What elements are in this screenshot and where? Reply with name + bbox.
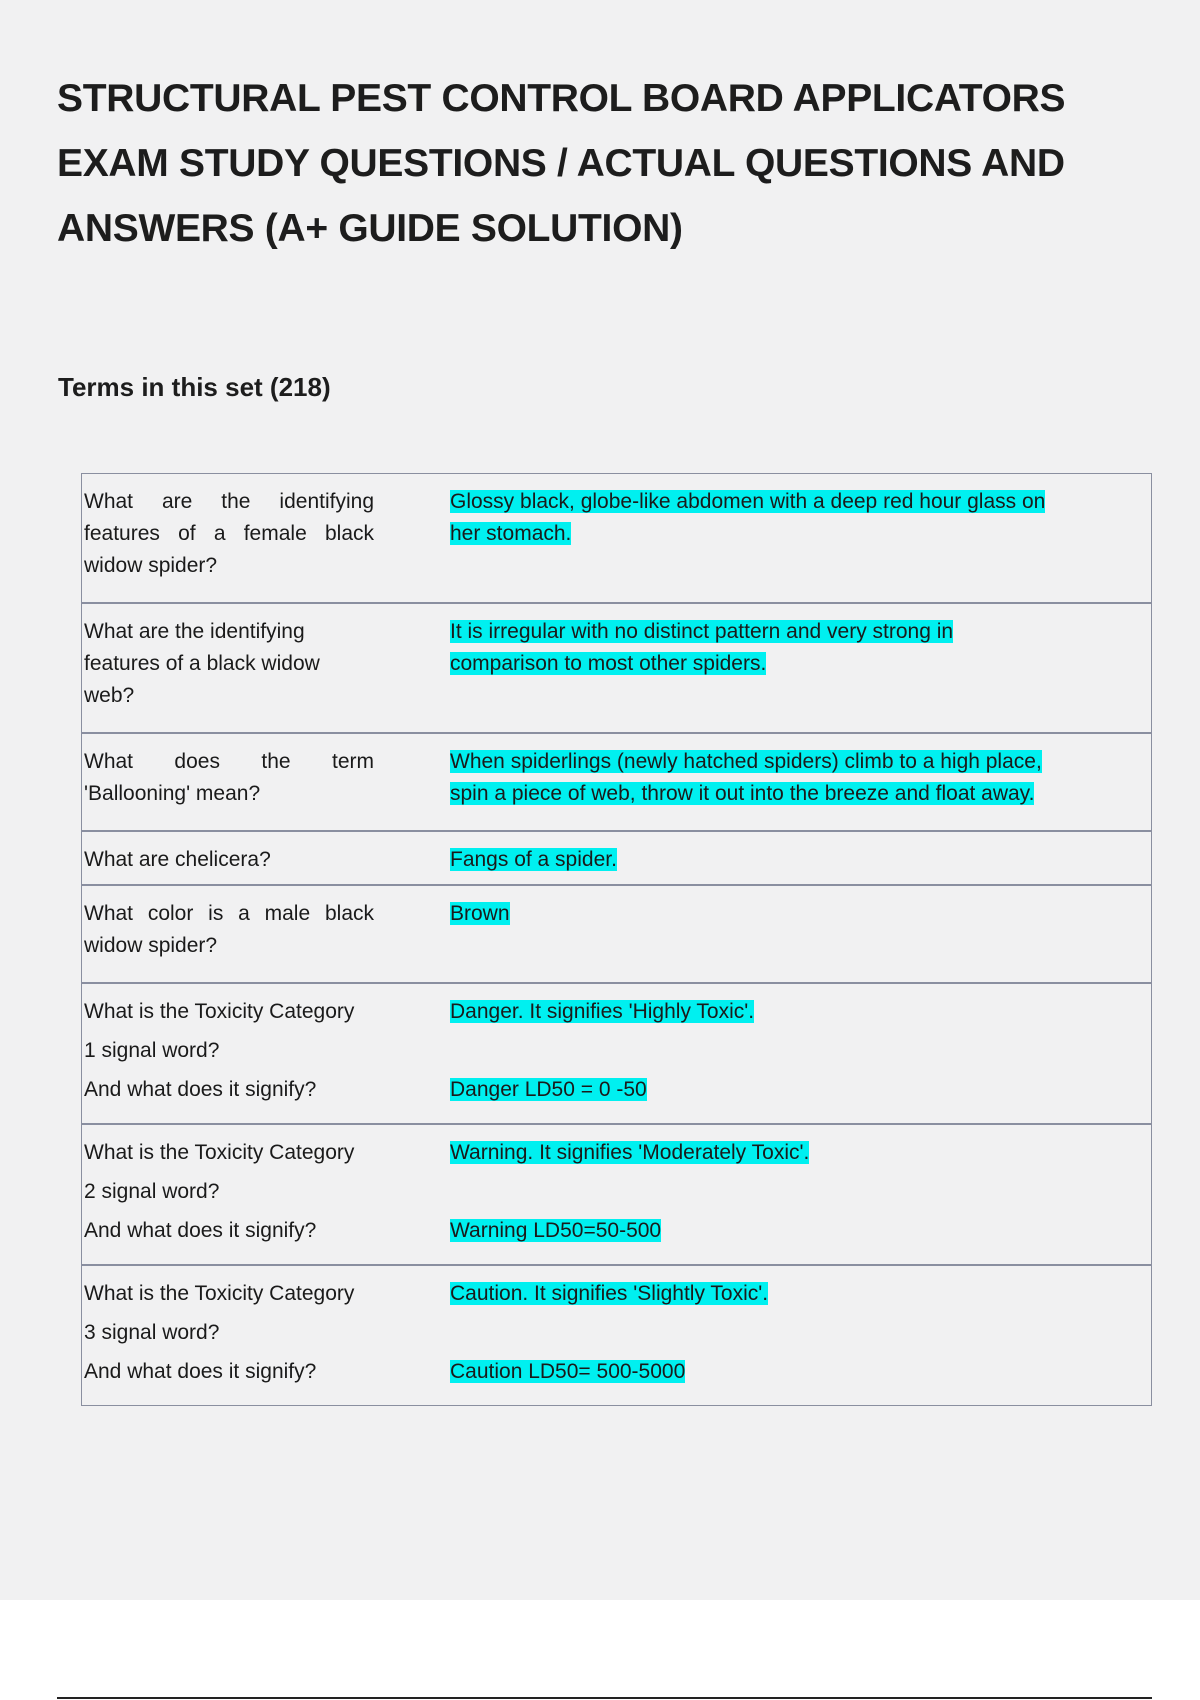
term-row bbox=[82, 603, 1152, 733]
term-row bbox=[82, 1124, 1152, 1265]
term-question: What are the identifying features of a female black widow spider? bbox=[82, 474, 375, 604]
question-line: What is the Toxicity Category bbox=[84, 1282, 355, 1305]
term-answer bbox=[450, 1265, 1152, 1406]
term-question: What are the identifying features of a black widow web? bbox=[82, 603, 375, 733]
question-line: 2 signal word? bbox=[84, 1180, 220, 1203]
term-row bbox=[82, 831, 1152, 885]
footer-rule bbox=[57, 1697, 1152, 1699]
term-question: What does the term 'Ballooning' mean? bbox=[82, 733, 375, 831]
highlighted-answer-detail: Warning LD50=50-500 bbox=[450, 1219, 662, 1242]
highlighted-answer: Danger. It signifies 'Highly Toxic'. bbox=[450, 1000, 755, 1023]
term-answer bbox=[450, 1124, 1152, 1265]
terms-table bbox=[81, 473, 1152, 1406]
highlighted-answer: When spiderlings (newly hatched spiders) climb to a high place, spin a piece of web, throw it out into the breeze and float away. bbox=[450, 750, 1042, 805]
question-line: And what does it signify? bbox=[84, 1360, 317, 1383]
question-line: And what does it signify? bbox=[84, 1078, 317, 1101]
question-line: What is the Toxicity Category bbox=[84, 1141, 355, 1164]
term-row bbox=[82, 1265, 1152, 1406]
term-question bbox=[82, 1124, 375, 1265]
highlighted-answer: Fangs of a spider. bbox=[450, 848, 617, 871]
term-answer bbox=[450, 885, 1152, 983]
term-answer bbox=[450, 474, 1152, 604]
term-answer bbox=[450, 831, 1152, 885]
document-title bbox=[57, 66, 1157, 261]
highlighted-answer: Caution. It signifies 'Slightly Toxic'. bbox=[450, 1282, 769, 1305]
question-line: What is the Toxicity Category bbox=[84, 1000, 355, 1023]
highlighted-answer-detail: Danger LD50 = 0 -50 bbox=[450, 1078, 647, 1101]
terms-count-heading: Terms in this set (218) bbox=[58, 372, 331, 402]
term-answer bbox=[450, 983, 1152, 1124]
question-line: 3 signal word? bbox=[84, 1321, 220, 1344]
term-row bbox=[82, 474, 1152, 604]
term-row bbox=[82, 885, 1152, 983]
term-row bbox=[82, 733, 1152, 831]
highlighted-answer: Glossy black, globe-like abdomen with a deep red hour glass on her stomach. bbox=[450, 490, 1046, 545]
title-line: ANSWERS (A+ GUIDE SOLUTION) bbox=[57, 207, 683, 250]
term-row bbox=[82, 983, 1152, 1124]
highlighted-answer-detail: Caution LD50= 500-5000 bbox=[450, 1360, 686, 1383]
term-question: What are chelicera? bbox=[82, 831, 375, 885]
title-line: STRUCTURAL PEST CONTROL BOARD APPLICATORS bbox=[57, 77, 1066, 120]
question-line: And what does it signify? bbox=[84, 1219, 317, 1242]
highlighted-answer: Warning. It signifies 'Moderately Toxic'. bbox=[450, 1141, 810, 1164]
title-line: EXAM STUDY QUESTIONS / ACTUAL QUESTIONS AND bbox=[57, 142, 1065, 185]
highlighted-answer: Brown bbox=[450, 902, 510, 925]
term-answer bbox=[450, 603, 1152, 733]
highlighted-answer: It is irregular with no distinct pattern and very strong in comparison to most other spiders. bbox=[450, 620, 954, 675]
question-line: 1 signal word? bbox=[84, 1039, 220, 1062]
term-question bbox=[82, 983, 375, 1124]
term-answer bbox=[450, 733, 1152, 831]
term-question: What color is a male black widow spider? bbox=[82, 885, 375, 983]
term-question bbox=[82, 1265, 375, 1406]
